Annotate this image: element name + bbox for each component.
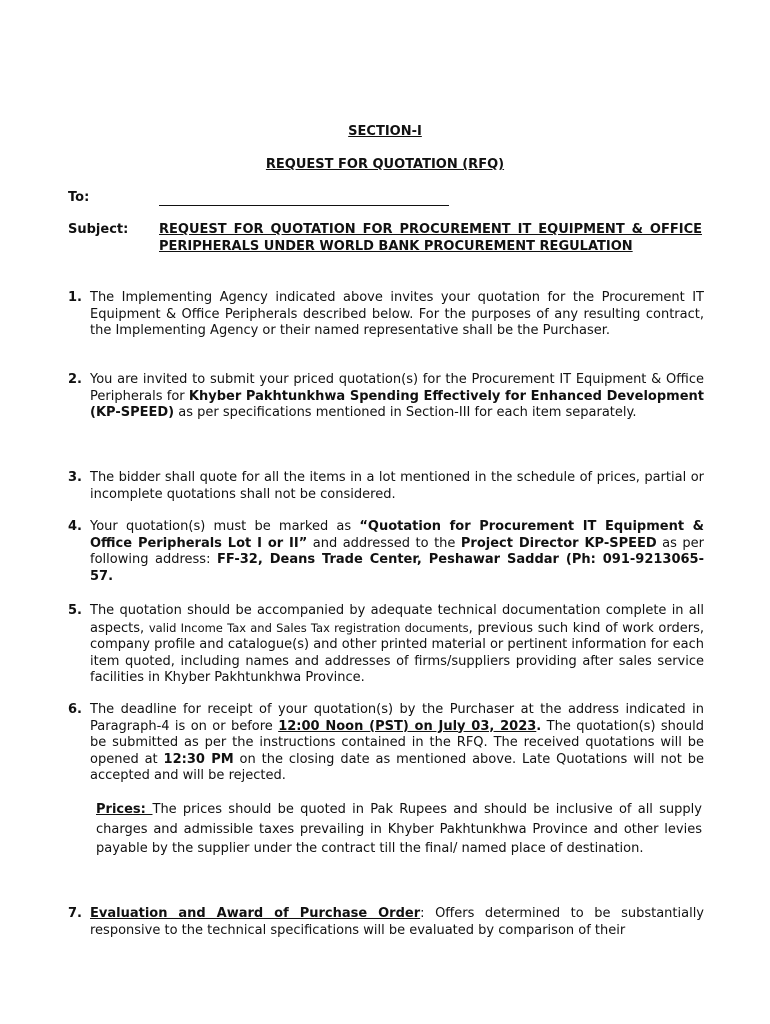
addressee: Project Director KP-SPEED [460,535,657,551]
opening-time: 12:30 PM [163,751,234,767]
project-name: Khyber Pakhtunkhwa Spending Effectively for Enhanced Development (KP-SPEED) [90,388,705,420]
rfq-title: REQUEST FOR QUOTATION (RFQ) [265,157,505,172]
prices-label: Prices: [96,802,153,817]
paragraph-5 [68,603,704,687]
paragraph-number: 3. [68,470,82,485]
paragraph-text: The quotation should be accompanied by adequate technical documentation complete in all aspects, valid Income Tax and Sales Tax registration documents, previous such kind of work orders, company profile and catalogue(s) and other printed material or pertinent information for each item quoted, including names and addresses of firms/suppliers providing after sales service facilities in Khyber Pakhtunkhwa Province. [90,603,704,685]
paragraph-6 [68,702,704,785]
paragraph-2 [68,372,704,422]
paragraph-1 [68,290,704,340]
paragraph-4 [68,519,704,585]
paragraph-text: The bidder shall quote for all the items in a lot mentioned in the schedule of prices, partial or incomplete quotations shall not be considered. [90,470,704,502]
deadline: 12:00 Noon (PST) on July 03, 2023 [278,718,537,734]
prices-paragraph: Prices: The prices should be quoted in Pak Rupees and should be inclusive of all supply charges and admissible taxes prevailing in Khyber Pakhtunkhwa Province and other levies payable by the supplier under the contract till the final/ named place of destination. [96,802,702,856]
paragraph-text: You are invited to submit your priced quotation(s) for the Procurement IT Equipment & Office Peripherals for Khyber Pakhtunkhwa Spending Effectively for Enhanced Development (KP-SPEED) as per specifications mentioned in Section-III for each item separately. [90,372,705,420]
quotation-marking: “Quotation for Procurement IT Equipment & Office Peripherals Lot I or II” [90,519,704,551]
paragraph-text: Evaluation and Award of Purchase Order: Offers determined to be substantially responsive to the technical specifications will be evaluated by comparison of their [90,906,705,938]
paragraph-7 [68,906,704,939]
paragraph-text: Your quotation(s) must be marked as “Quotation for Procurement IT Equipment & Office Peripherals Lot I or II” and addressed to the Project Director KP-SPEED as per following address: FF-32, Deans Trade Center, Peshawar Saddar (Ph: 091-9213065-57. [90,519,704,584]
paragraph-text: The Implementing Agency indicated above invites your quotation for the Procurement IT Equipment & Office Peripherals described below. For the purposes of any resulting contract, the Implementing Agency or their named representative shall be the Purchaser. [90,290,704,338]
paragraph-number: 1. [68,290,82,305]
subject-label: Subject: [68,222,129,237]
tax-documents: valid Income Tax and Sales Tax registration documents [148,620,469,635]
evaluation-heading: Evaluation and Award of Purchase Order [90,906,421,921]
subject-text: REQUEST FOR QUOTATION FOR PROCUREMENT IT EQUIPMENT & OFFICE PERIPHERALS UNDER WORLD BANK PROCUREMENT REGULATION [159,222,702,254]
paragraph-number: 7. [68,906,82,921]
to-label: To: [68,190,90,205]
paragraph-number: 6. [68,702,82,717]
to-blank-line [159,197,449,206]
paragraph-number: 4. [68,519,82,534]
paragraph-text: The deadline for receipt of your quotation(s) by the Purchaser at the address indicated in Paragraph-4 is on or before 12:00 Noon (PST) on July 03, 2023. The quotation(s) should be submitted as per the instructions contained in the RFQ. The received quotations will be opened at 12:30 PM on the closing date as mentioned above. Late Quotations will not be accepted and will be rejected. [90,702,704,783]
paragraph-number: 2. [68,372,82,387]
section-heading: SECTION-I [348,124,422,139]
paragraph-3 [68,470,704,503]
paragraph-number: 5. [68,603,82,618]
address: FF-32, Deans Trade Center, Peshawar Saddar (Ph: 091-9213065-57. [90,552,704,584]
